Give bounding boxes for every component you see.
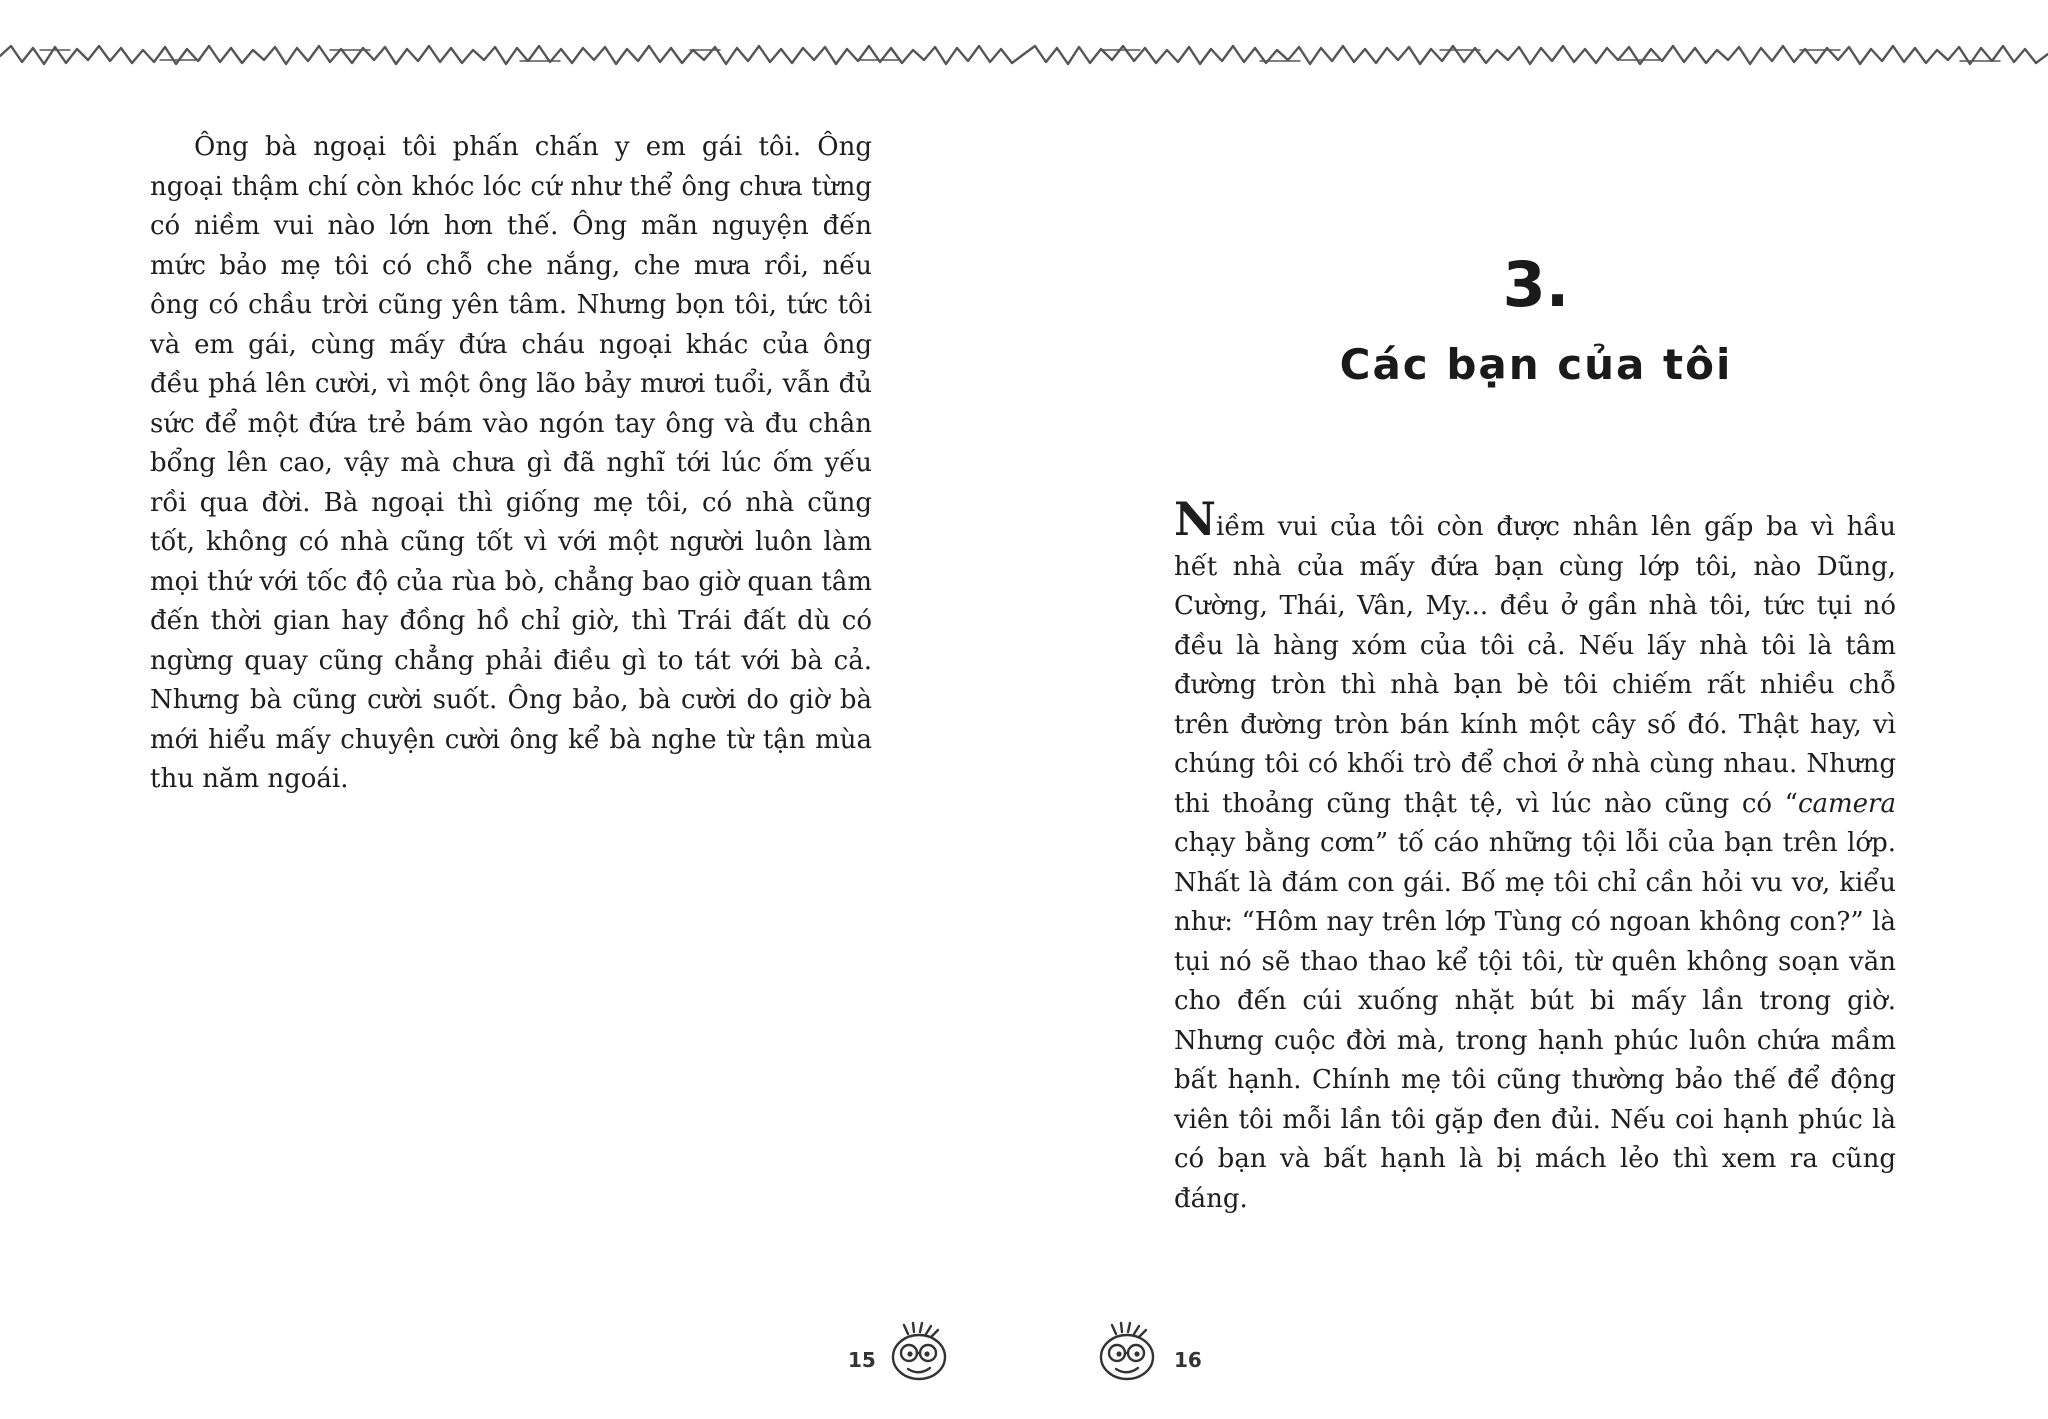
paragraph-text-part-1: iềm vui của tôi còn được nhân lên gấp ba vì hầu hết nhà của mấy đứa bạn cùng lớp tôi, nào Dũng, Cường, Thái, Vân, My... đều ở gần nhà tôi, tức tụi nó đều là hàng xóm của tôi cả. Nếu lấy nhà tôi là tâm đường tròn thì nhà bạn bè tôi chiếm rất nhiều chỗ trên đường tròn bán kính một cây số đó. Thật hay, vì chúng tôi có khối trò để chơi ở nhà cùng nhau. Nhưng thi thoảng cũng thật tệ, vì lúc nào cũng có “: [1174, 512, 1896, 819]
cartoon-boy-face-icon: [1094, 1320, 1160, 1386]
drop-cap: N: [1174, 492, 1217, 546]
cartoon-boy-face-icon: [886, 1320, 952, 1386]
chapter-number: 3.: [1502, 248, 1570, 321]
paragraph-text-part-2: chạy bằng cơm” tố cáo những tội lỗi của bạn trên lớp. Nhất là đám con gái. Bố mẹ tôi chỉ cần hỏi vu vơ, kiểu như: “Hôm nay trên lớp Tùng có ngoan không con?” là tụi nó sẽ thao thao kể tội tôi, từ quên không soạn văn cho đến cúi xuống nhặt bút bi mấy lần trong giờ. Nhưng cuộc đời mà, trong hạnh phúc luôn chứa mầm bất hạnh. Chính mẹ tôi cũng thường bảo thế để động viên tôi mỗi lần tôi gặp đen đủi. Nếu coi hạnh phúc là có bạn và bất hạnh là bị mách lẻo thì xem ra cũng đáng.: [1174, 828, 1896, 1214]
paragraph-italic-word: camera: [1797, 788, 1896, 819]
chapter-title: Các bạn của tôi: [1339, 340, 1733, 389]
right-page-paragraph: [1174, 492, 1896, 1219]
left-page-paragraph: Ông bà ngoại tôi phấn chấn y em gái tôi. Ông ngoại thậm chí còn khóc lóc cứ như thể ông chưa từng có niềm vui nào lớn hơn thế. Ông mãn nguyện đến mức bảo mẹ tôi có chỗ che nắng, che mưa rồi, nếu ông có chầu trời cũng yên tâm. Nhưng bọn tôi, tức tôi và em gái, cùng mấy đứa cháu ngoại khác của ông đều phá lên cười, vì một ông lão bảy mươi tuổi, vẫn đủ sức để một đứa trẻ bám vào ngón tay ông và đu chân bổng lên cao, vậy mà chưa gì đã nghĩ tới lúc ốm yếu rồi qua đời. Bà ngoại thì giống mẹ tôi, có nhà cũng tốt, không có nhà cũng tốt vì với một người luôn làm mọi thứ với tốc độ của rùa bò, chẳng bao giờ quan tâm đến thời gian hay đồng hồ chỉ giờ, thì Trái đất dù có ngừng quay cũng chẳng phải điều gì to tát với bà cả. Nhưng bà cũng cười suốt. Ông bảo, bà cười do giờ bà mới hiểu mấy chuyện cười ông kể bà nghe từ tận mùa thu năm ngoái.: [150, 132, 872, 794]
page-number-right: 16: [1174, 1348, 1202, 1372]
right-page: [1024, 0, 2048, 1419]
page-number-left: 15: [848, 1348, 876, 1372]
